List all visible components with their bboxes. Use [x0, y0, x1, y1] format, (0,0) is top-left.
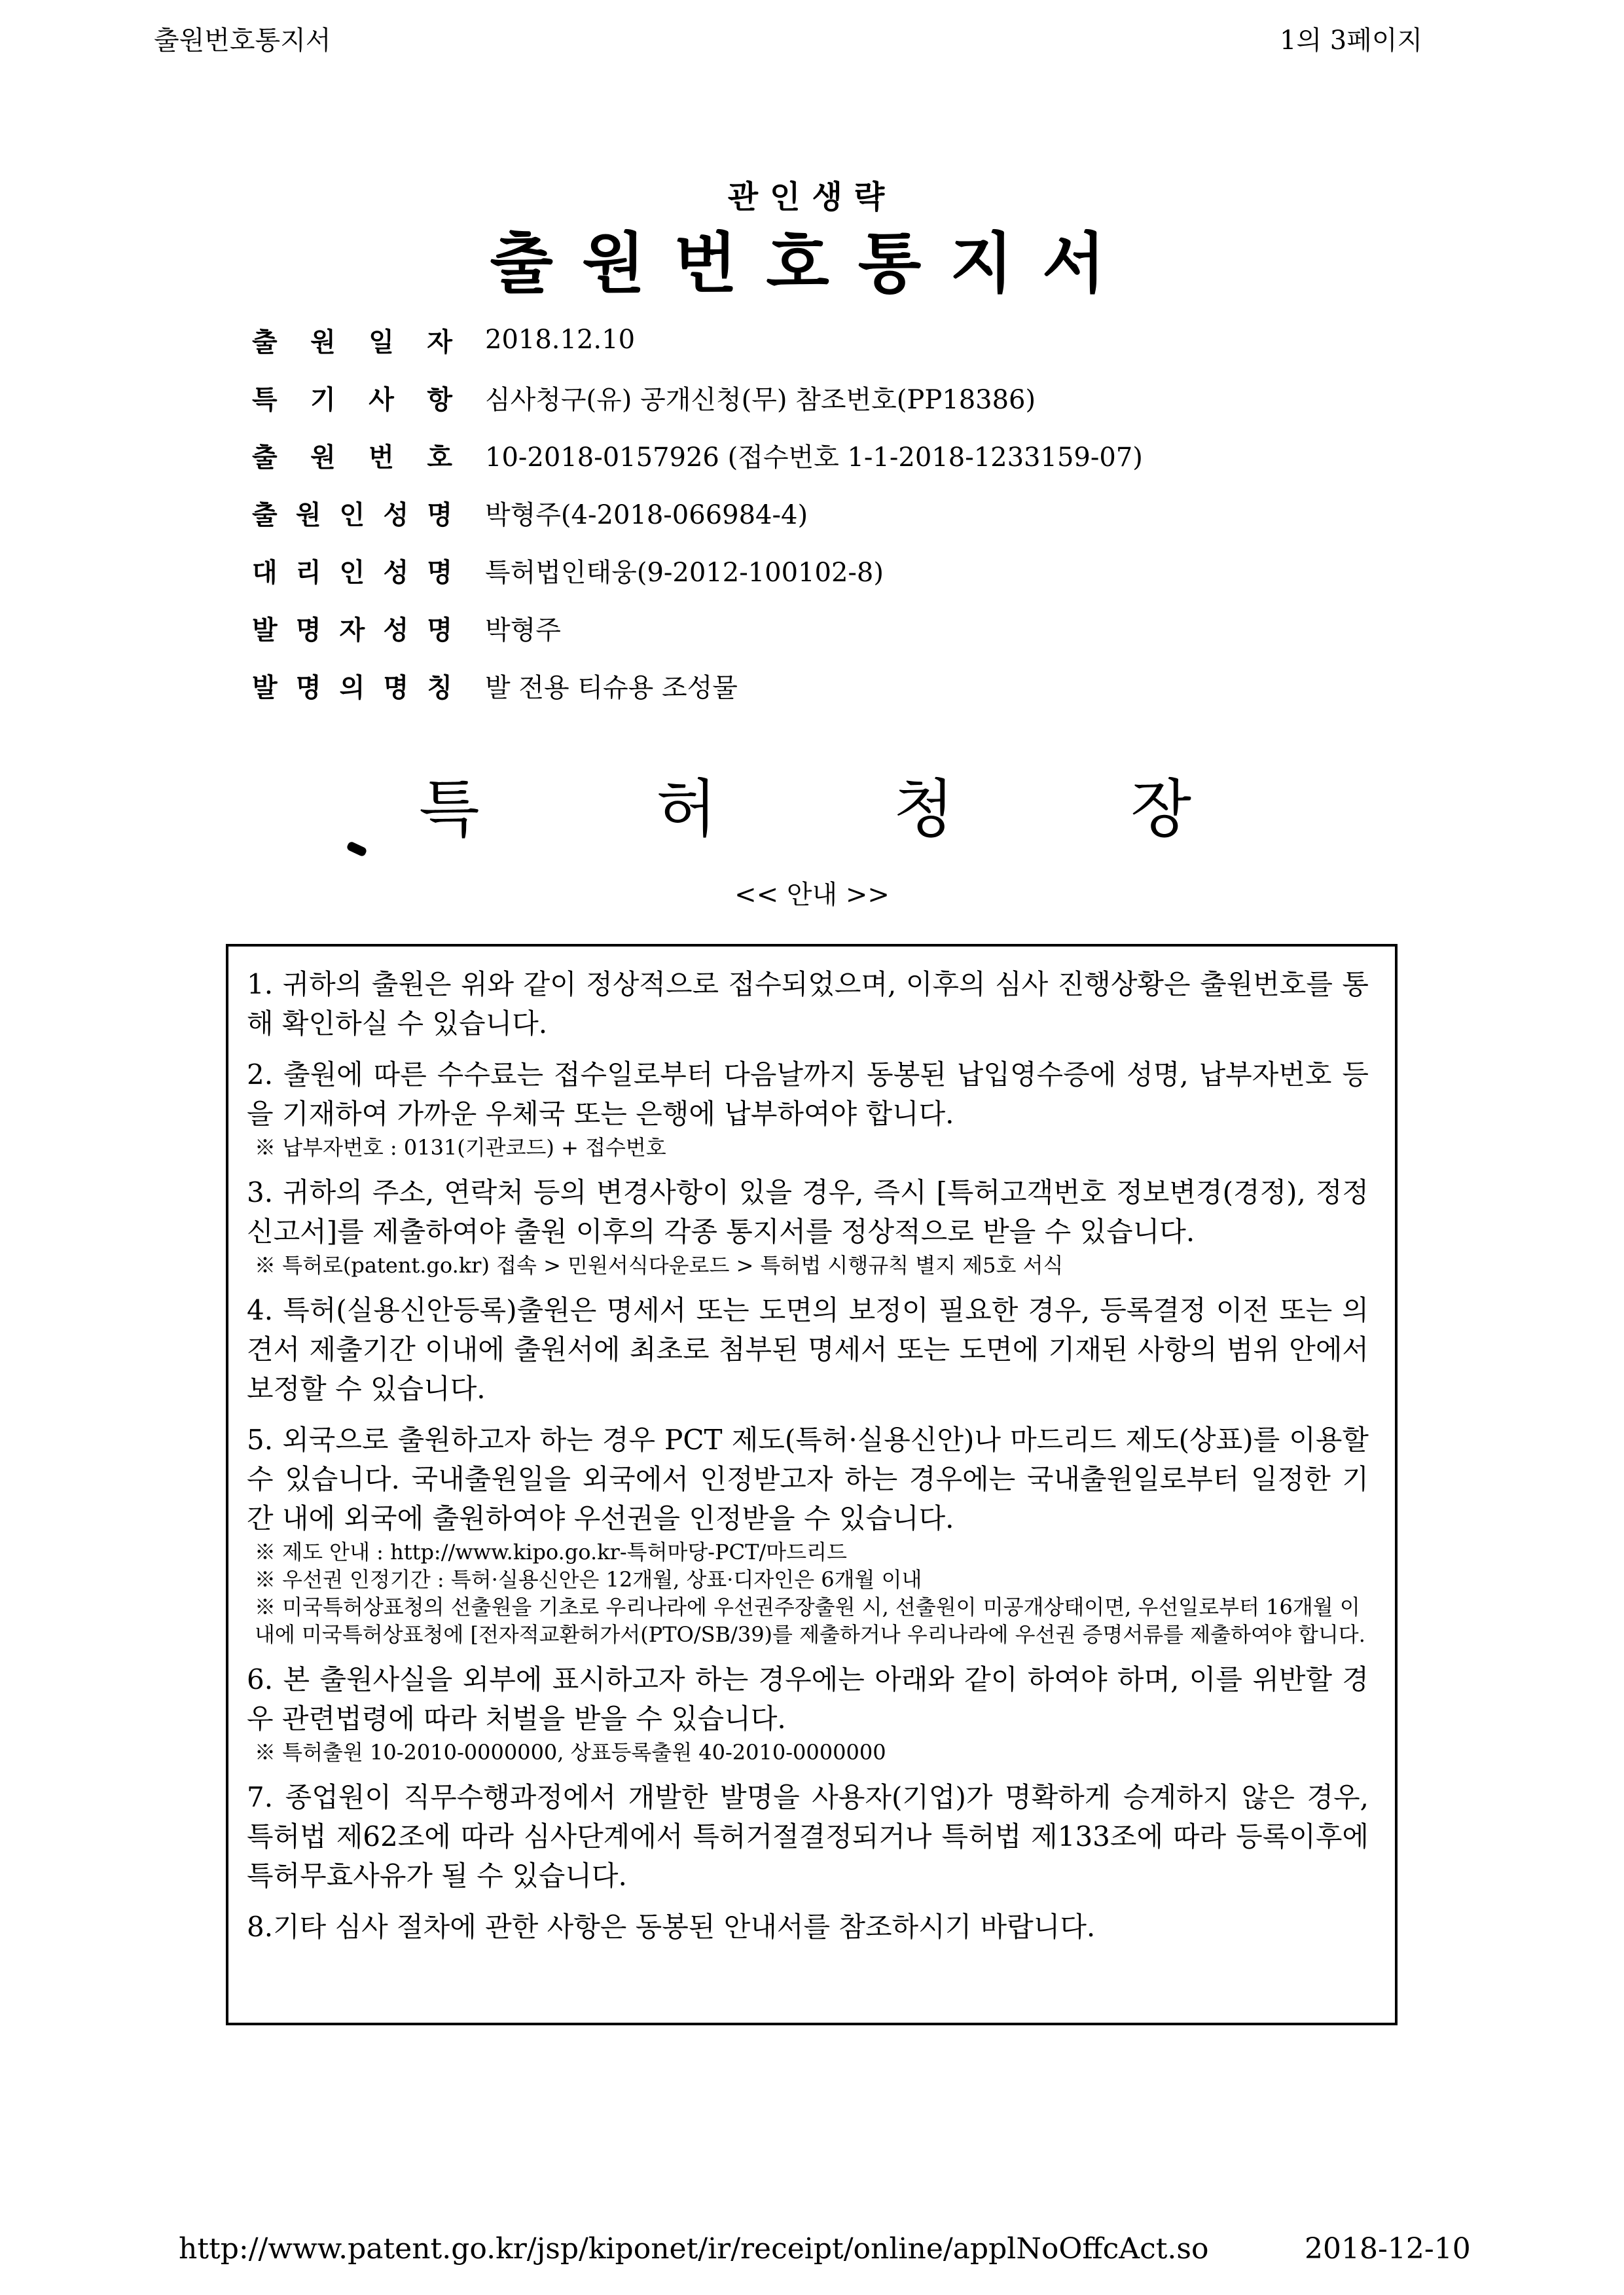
- notice-item: [247, 1420, 1369, 1648]
- field-label-char: 번: [369, 442, 394, 473]
- guide-title: << 안내 >>: [734, 880, 890, 910]
- field-label-char: 칭: [427, 672, 452, 703]
- field-row: [252, 426, 1143, 484]
- notice-text: 3. 귀하의 주소, 연락처 등의 변경사항이 있을 경우, 즉시 [특허고객번호 정보변경(경정), 정정신고서]를 제출하여야 출원 이후의 각종 통지서를 정상적으로 받을 수 있습니다.: [247, 1176, 1369, 1248]
- field-label: [252, 494, 452, 532]
- field-label-char: 성: [383, 615, 409, 645]
- notice-text: 8.기타 심사 절차에 관한 사항은 동봉된 안내서를 참조하시기 바랍니다.: [247, 1911, 1096, 1943]
- footer-url: http://www.patent.go.kr/jsp/kiponet/ir/receipt/online/applNoOffcAct.so: [179, 2232, 1209, 2266]
- field-label-char: 원: [310, 442, 336, 473]
- commissioner-char: 장: [1130, 772, 1191, 846]
- field-row: [252, 599, 1143, 657]
- notice-item: [247, 1907, 1369, 1947]
- application-fields: [252, 311, 1143, 714]
- field-value: 박형주: [485, 615, 561, 645]
- field-label-char: 리: [295, 557, 321, 588]
- field-label-char: 일: [369, 327, 394, 357]
- notice-text: 6. 본 출원사실을 외부에 표시하고자 하는 경우에는 아래와 같이 하여야 하며, 이를 위반할 경우 관련법령에 따라 처벌을 받을 수 있습니다.: [247, 1663, 1369, 1735]
- field-label: [252, 667, 452, 704]
- field-label-char: 원: [295, 499, 321, 530]
- notice-item: [247, 1055, 1369, 1161]
- field-row: [252, 657, 1143, 714]
- notice-text: 1. 귀하의 출원은 위와 같이 정상적으로 접수되었으며, 이후의 심사 진행상황은 출원번호를 통해 확인하실 수 있습니다.: [247, 968, 1369, 1039]
- field-label-char: 인: [339, 557, 365, 588]
- field-label-char: 출: [252, 327, 278, 357]
- field-value: 박형주(4-2018-066984-4): [485, 499, 808, 530]
- field-value: 심사청구(유) 공개신청(무) 참조번호(PP18386): [485, 384, 1036, 415]
- notice-note: ※ 미국특허상표청의 선출원을 기초로 우리나라에 우선권주장출원 시, 선출원이 미공개상태이면, 우선일로부터 16개월 이내에 미국특허상표청에 [전자적교환허가서(PTO/SB/39)를 제출하거나 우리나라에 우선권 증명서류를 제출하여야 합니다.: [255, 1595, 1365, 1647]
- field-label-char: 성: [383, 499, 409, 530]
- field-label-char: 원: [310, 327, 336, 357]
- field-label-char: 사: [369, 384, 394, 415]
- header-doc-name: 출원번호통지서: [154, 26, 331, 56]
- field-label: [252, 552, 452, 589]
- notice-text: 7. 종업원이 직무수행과정에서 개발한 발명을 사용자(기업)가 명확하게 승계하지 않은 경우, 특허법 제62조에 따라 심사단계에서 특허거절결정되거나 특허법 제133조에 따라 등록이후에 특허무효사유가 될 수 있습니다.: [247, 1781, 1369, 1892]
- notice-item: [247, 1660, 1369, 1766]
- field-label-char: 성: [383, 557, 409, 588]
- field-label: [252, 379, 452, 416]
- footer-date: 2018-12-10: [1305, 2232, 1471, 2266]
- commissioner-char: 청: [893, 772, 954, 846]
- field-row: [252, 484, 1143, 541]
- notice-text: 4. 특허(실용신안등록)출원은 명세서 또는 도면의 보정이 필요한 경우, 등록결정 이전 또는 의견서 제출기간 이내에 출원서에 최초로 첨부된 명세서 또는 도면에 기재된 사항의 범위 안에서 보정할 수 있습니다.: [247, 1294, 1369, 1405]
- field-label: [252, 437, 452, 474]
- notice-item: [247, 1173, 1369, 1279]
- field-label-char: 자: [339, 615, 365, 645]
- notice-box: [226, 944, 1398, 2025]
- notice-text: 5. 외국으로 출원하고자 하는 경우 PCT 제도(특허·실용신안)나 마드리드 제도(상표)를 이용할 수 있습니다. 국내출원일을 외국에서 인정받고자 하는 경우에는 국내출원일로부터 일정한 기간 내에 외국에 출원하여야 우선권을 인정받을 수 있습니다.: [247, 1424, 1369, 1534]
- field-label-char: 기: [310, 384, 336, 415]
- notice-note: ※ 우선권 인정기간 : 특허·실용신안은 12개월, 상표·디자인은 6개월 이내: [255, 1567, 922, 1592]
- commissioner-signature: [419, 759, 1191, 849]
- commissioner-char: 특: [419, 772, 480, 846]
- field-label-char: 의: [339, 672, 365, 703]
- notice-text: 2. 출원에 따른 수수료는 접수일로부터 다음날까지 동봉된 납입영수증에 성명, 납부자번호 등을 기재하여 가까운 우체국 또는 은행에 납부하여야 합니다.: [247, 1058, 1369, 1130]
- field-value: 발 전용 티슈용 조성물: [485, 672, 738, 703]
- field-row: [252, 541, 1143, 599]
- field-label-char: 명: [427, 557, 452, 588]
- field-value: 10-2018-0157926 (접수번호 1-1-2018-1233159-07): [485, 442, 1143, 473]
- field-label-char: 명: [295, 672, 321, 703]
- field-label-char: 발: [252, 672, 278, 703]
- field-label-char: 출: [252, 442, 278, 473]
- notice-note: ※ 특허로(patent.go.kr) 접속 > 민원서식다운로드 > 특허법 시행규칙 별지 제5호 서식: [255, 1253, 1064, 1278]
- commissioner-char: 허: [656, 772, 717, 846]
- field-label-char: 특: [252, 384, 278, 415]
- field-label: [252, 321, 452, 359]
- header-page-info: 1의 3페이지: [1280, 26, 1423, 56]
- scan-speck: [346, 840, 367, 857]
- notice-note: ※ 특허출원 10-2010-0000000, 상표등록출원 40-2010-0000000: [255, 1740, 886, 1765]
- field-label-char: 명: [295, 615, 321, 645]
- field-label-char: 발: [252, 615, 278, 645]
- field-row: [252, 369, 1143, 426]
- notice-item: [247, 1778, 1369, 1896]
- notice-item: [247, 1291, 1369, 1409]
- notice-note: ※ 납부자번호 : 0131(기관코드) + 접수번호: [255, 1135, 666, 1160]
- field-row: [252, 311, 1143, 369]
- notice-note: ※ 제도 안내 : http://www.kipo.go.kr-특허마당-PCT/마드리드: [255, 1540, 847, 1564]
- field-label-char: 호: [427, 442, 452, 473]
- notice-item: [247, 965, 1369, 1043]
- field-value: 특허법인태웅(9-2012-100102-8): [485, 557, 884, 588]
- field-label-char: 대: [252, 557, 278, 588]
- seal-omitted-note: 관인생략: [727, 179, 897, 215]
- field-value: 2018.12.10: [485, 325, 636, 355]
- field-label-char: 자: [427, 327, 452, 357]
- field-label-char: 항: [427, 384, 452, 415]
- field-label: [252, 609, 452, 647]
- page-title: 출원번호통지서: [490, 225, 1134, 302]
- field-label-char: 명: [427, 615, 452, 645]
- field-label-char: 명: [383, 672, 409, 703]
- field-label-char: 출: [252, 499, 278, 530]
- field-label-char: 인: [339, 499, 365, 530]
- field-label-char: 명: [427, 499, 452, 530]
